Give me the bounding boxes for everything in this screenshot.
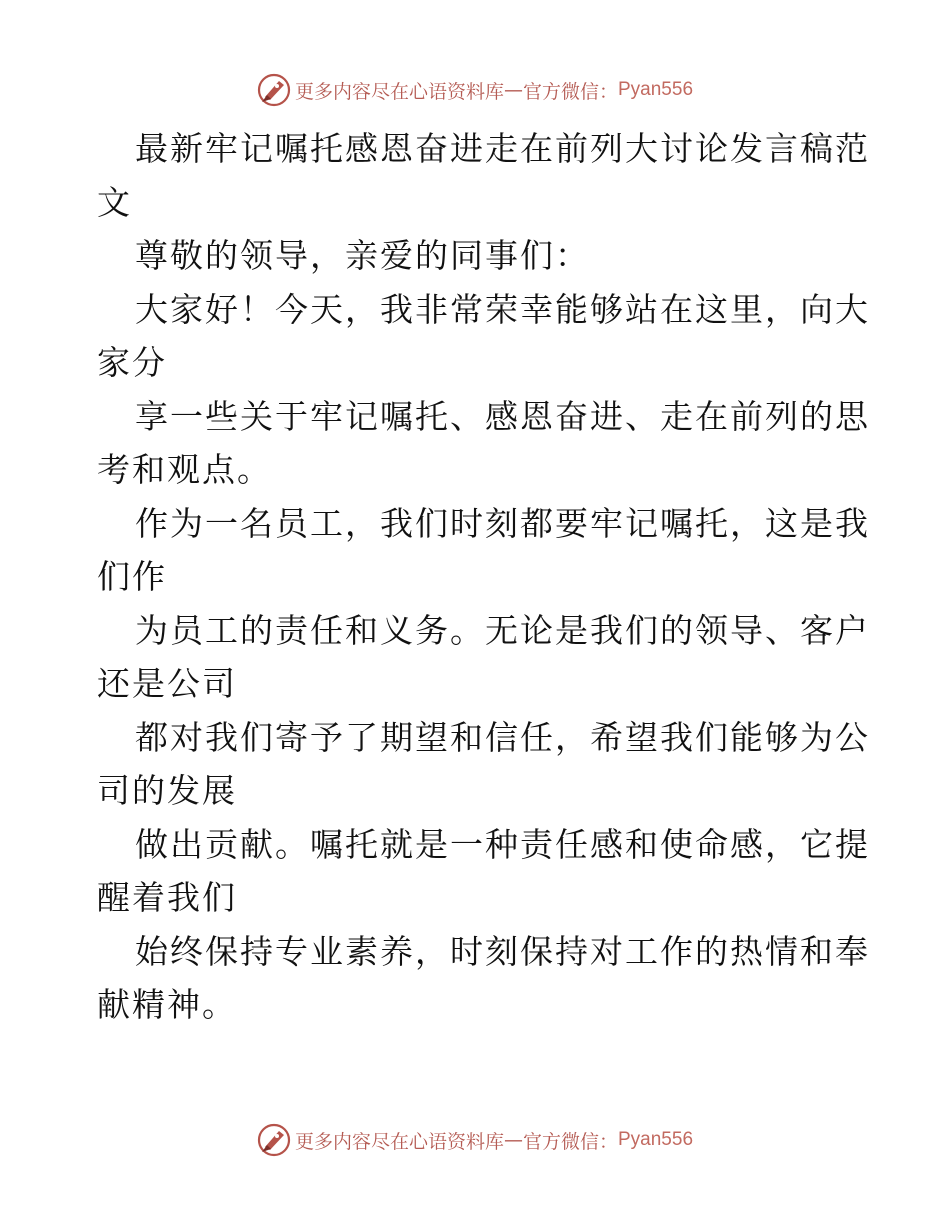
- text-line: 享一些关于牢记嘱托、感恩奋进、走在前列的思: [135, 396, 870, 436]
- header-banner: [0, 70, 950, 110]
- text-line: 都对我们寄予了期望和信任，希望我们能够为公: [135, 717, 870, 757]
- separator: —: [503, 79, 523, 101]
- text-line: 司的发展: [97, 771, 237, 810]
- separator: —: [503, 1129, 523, 1151]
- text-line: 始终保持专业素养，时刻保持对工作的热情和奉: [135, 931, 870, 971]
- pen-nib-logo-icon: [257, 73, 291, 107]
- salutation: 尊敬的领导，亲爱的同事们：: [135, 236, 590, 275]
- wechat-id: Pyan556: [618, 79, 694, 100]
- text-line: 们作: [97, 557, 167, 596]
- document-body: [97, 122, 870, 1032]
- text-line: 还是公司: [97, 664, 237, 703]
- wechat-id: Pyan556: [618, 1129, 694, 1150]
- site-text: 更多内容尽在心语资料库: [294, 80, 504, 103]
- wechat-label: 官方微信：: [522, 80, 618, 103]
- text-line: 作为一名员工，我们时刻都要牢记嘱托，这是我: [135, 503, 870, 543]
- title-line-1: 最新牢记嘱托感恩奋进走在前列大讨论发言稿范: [135, 129, 870, 168]
- text-line: 大家好！今天，我非常荣幸能够站在这里，向大: [135, 289, 870, 329]
- text-line: 考和观点。: [97, 450, 272, 489]
- footer-banner: [0, 1120, 950, 1160]
- site-text: 更多内容尽在心语资料库: [294, 1130, 504, 1153]
- pen-nib-logo-icon: [257, 1123, 291, 1157]
- title-line-2: 文: [97, 182, 132, 222]
- text-line: 做出贡献。嘱托就是一种责任感和使命感，它提: [135, 824, 870, 864]
- text-line: 为员工的责任和义务。无论是我们的领导、客户: [135, 610, 870, 650]
- wechat-label: 官方微信：: [522, 1130, 618, 1153]
- text-line: 献精神。: [97, 985, 237, 1024]
- text-line: 家分: [97, 343, 167, 382]
- text-line: 醒着我们: [97, 878, 237, 917]
